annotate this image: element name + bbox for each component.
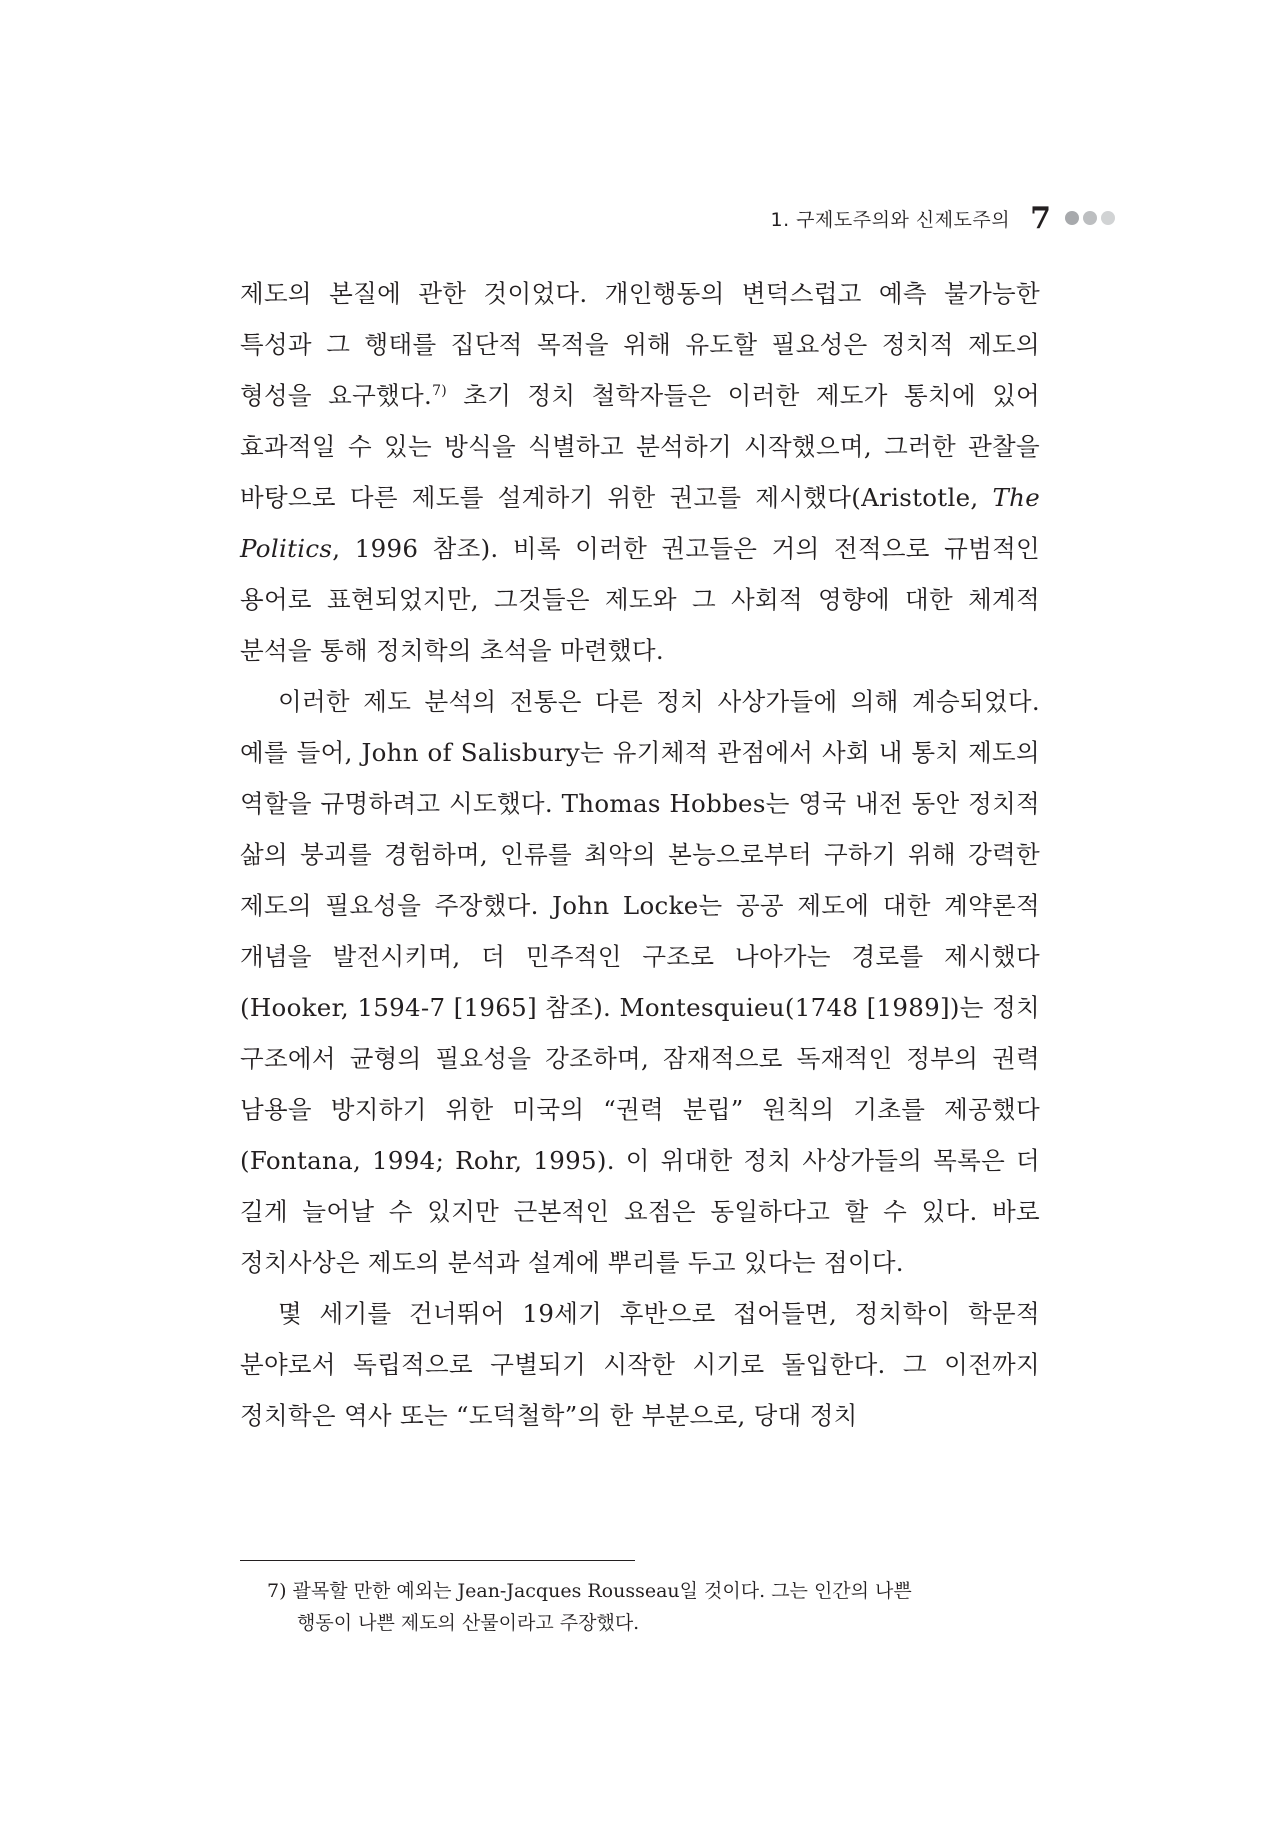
body-text: [240, 268, 1040, 1441]
footnote-marker: 7): [267, 1580, 287, 1602]
book-title: The Politics: [240, 483, 1040, 563]
footnote-divider: [240, 1560, 635, 1561]
paragraph-1: [240, 268, 1040, 676]
footnote: [268, 1575, 1040, 1639]
footnote-line-1: [268, 1575, 1040, 1607]
paragraph-1-text-c: , 1996 참조). 비록 이러한 권고들은 거의 전적으로 규범적인 용어로 표현되었지만, 그것들은 제도와 그 사회적 영향에 대한 체계적 분석을 통해 정치학의 초석을 마련했다.: [240, 534, 1040, 665]
paragraph-3: 몇 세기를 건너뛰어 19세기 후반으로 접어들면, 정치학이 학문적 분야로서 독립적으로 구별되기 시작한 시기로 돌입한다. 그 이전까지 정치학은 역사 또는 “도덕철학”의 한 부분으로, 당대 정치: [240, 1299, 1040, 1430]
footnote-line-2: 행동이 나쁜 제도의 산물이라고 주장했다.: [297, 1612, 640, 1634]
running-title: 1. 구제도주의와 신제도주의: [770, 208, 1011, 231]
header-dots-ornament: [1065, 211, 1115, 225]
paragraph-2: 이러한 제도 분석의 전통은 다른 정치 사상가들에 의해 계승되었다. 예를 들어, John of Salisbury는 유기체적 관점에서 사회 내 통치 제도의 역할을 규명하려고 시도했다. Thomas Hobbes는 영국 내전 동안 정치적 삶의 붕괴를 경험하며, 인류를 최악의 본능으로부터 구하기 위해 강력한 제도의 필요성을 주장했다. John Locke는 공공 제도에 대한 계약론적 개념을 발전시키며, 더 민주적인 구조로 나아가는 경로를 제시했다(Hooker, 1594-7 [1965] 참조). Montesquieu(1748 [1989])는 정치 구조에서 균형의 필요성을 강조하며, 잠재적으로 독재적인 정부의 권력 남용을 방지하기 위한 미국의 “권력 분립” 원칙의 기초를 제공했다(Fontana, 1994; Rohr, 1995). 이 위대한 정치 사상가들의 목록은 더 길게 늘어날 수 있지만 근본적인 요점은 동일하다고 할 수 있다. 바로 정치사상은 제도의 분석과 설계에 뿌리를 두고 있다는 점이다.: [240, 687, 1040, 1277]
dot-ornament-icon: [1101, 211, 1115, 225]
paragraph-1-text-a: 제도의 본질에 관한 것이었다. 개인행동의 변덕스럽고 예측 불가능한 특성과 그 행태를 집단적 목적을 위해 유도할 필요성은 정치적 제도의 형성을 요구했다.: [240, 279, 1040, 410]
footnote-text-1: 괄목할 만한 예외는 Jean-Jacques Rousseau일 것이다. 그는 인간의 나쁜: [286, 1580, 912, 1602]
running-header: [771, 198, 1115, 238]
dot-ornament-icon: [1083, 211, 1097, 225]
dot-ornament-icon: [1065, 211, 1079, 225]
page-number: 7: [1030, 200, 1051, 236]
footnote-reference: 7): [432, 382, 448, 399]
paragraph-1-text-b: 초기 정치 철학자들은 이러한 제도가 통치에 있어 효과적일 수 있는 방식을 식별하고 분석하기 시작했으며, 그러한 관찰을 바탕으로 다른 제도를 설계하기 위한 권고를 제시했다(Aristotle,: [240, 381, 1041, 512]
